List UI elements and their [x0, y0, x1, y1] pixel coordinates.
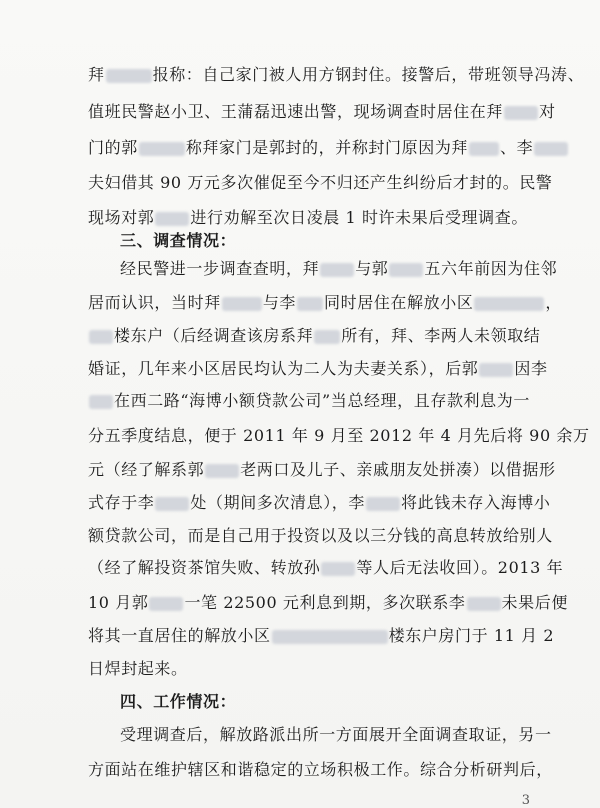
text-line	[88, 99, 556, 125]
text-span: 对	[539, 102, 556, 121]
redaction-blur	[89, 330, 113, 344]
text-span: 夫妇借其 90 万元多次催促至今不归还产生纠纷后才封的。民警	[88, 173, 553, 192]
text-span: 值班民警赵小卫、王蒲磊迅速出警，现场调查时居住在拜	[88, 102, 504, 121]
text-span: 受理调查后，解放路派出所一方面展开全面调查取证，另一	[120, 725, 552, 744]
text-span: 等人后无法收回）。2013 年	[356, 558, 564, 577]
redaction-blur	[321, 562, 355, 576]
redaction-blur	[205, 464, 239, 478]
text-span: 未果后便	[501, 593, 568, 612]
text-span: 因李	[514, 359, 548, 378]
text-line	[88, 490, 550, 516]
redaction-blur	[474, 297, 544, 311]
text-span: 一笔 22500 元利息到期，多次联系李	[184, 593, 466, 612]
text-line	[88, 170, 553, 196]
text-span: 居而认识，当时拜	[88, 293, 221, 312]
text-line	[88, 555, 563, 581]
text-span: 老两口及儿子、亲戚朋友处拼凑）以借据形	[240, 460, 556, 479]
redaction-blur	[222, 297, 262, 311]
section-heading-4: 四、工作情况：	[120, 692, 237, 711]
text-span: 与郭	[355, 259, 389, 278]
text-span: 楼东户房门于 11 月 2	[388, 626, 555, 645]
text-span: 在西二路“海博小额贷款公司”当总经理，且存款利息为一	[114, 391, 530, 410]
text-span: 称拜家门是郭封的，并称封门原因为拜	[185, 138, 469, 157]
text-span: 报称：自己家门被人用方钢封住。接警后，带班领导冯涛、	[152, 65, 585, 84]
text-line	[88, 757, 553, 783]
redaction-blur	[534, 142, 568, 156]
text-line	[120, 722, 552, 748]
redaction-blur	[469, 142, 499, 156]
redaction-blur	[272, 630, 388, 644]
text-span: 额贷款公司，而是自己用于投资以及以三分钱的高息转放给别人	[88, 526, 553, 545]
text-line	[88, 62, 584, 88]
text-span: 经民警进一步调查查明，拜	[120, 259, 320, 278]
text-line	[88, 388, 530, 414]
redaction-blur	[314, 330, 340, 344]
text-span: 10 月郭	[88, 593, 149, 612]
text-span: 五六年前因为住邻	[424, 259, 558, 278]
redaction-blur	[320, 263, 354, 277]
page-number: 3	[521, 793, 530, 808]
text-span: 将此钱未存入海博小	[401, 493, 551, 512]
text-line	[88, 323, 540, 349]
text-span: 日焊封起来。	[88, 659, 188, 678]
redaction-blur	[89, 395, 113, 409]
redaction-blur	[504, 106, 538, 120]
redaction-blur	[139, 142, 185, 156]
text-span: 拜	[88, 65, 105, 84]
text-line	[88, 135, 569, 161]
text-line	[88, 623, 554, 649]
text-span: （经了解投资茶馆失败、转放孙	[88, 558, 321, 577]
redaction-blur	[297, 297, 323, 311]
text-line	[88, 290, 562, 316]
text-span: 处（期间多次清息），李	[190, 493, 366, 512]
text-line	[88, 656, 188, 682]
text-span: 现场对郭	[88, 208, 155, 227]
text-span: 婚证，几年来小区居民均认为二人为夫妻关系），后郭	[88, 359, 479, 378]
text-span: 门的郭	[88, 138, 138, 157]
redaction-blur	[467, 597, 501, 611]
redaction-blur	[106, 69, 152, 83]
redaction-blur	[389, 263, 423, 277]
text-span: 分五季度结息，便于 2011 年 9 月至 2012 年 4 月先后将 90 余万	[88, 426, 590, 445]
text-line	[88, 523, 553, 549]
text-span: 与李	[262, 293, 297, 312]
text-span: 同时居住在解放小区	[324, 293, 474, 312]
text-span: 、李	[500, 138, 534, 157]
text-span: 将其一直居住的解放小区	[88, 626, 271, 645]
redaction-blur	[479, 363, 513, 377]
text-span: 进行劝解至次日凌晨 1 时许未果后受理调查。	[190, 208, 528, 227]
text-line	[88, 590, 568, 616]
text-line	[88, 356, 548, 382]
text-line	[120, 256, 557, 282]
text-span: 楼东户（后经调查该房系拜	[114, 326, 314, 345]
text-line	[88, 423, 590, 449]
text-span: 方面站在维护辖区和谐稳定的立场积极工作。综合分析研判后，	[88, 760, 553, 779]
text-span: 所有，拜、李两人未领取结	[341, 326, 541, 345]
section-heading-3: 三、调查情况：	[120, 231, 237, 250]
text-span: 式存于李	[88, 493, 155, 512]
redaction-blur	[149, 597, 183, 611]
redaction-blur	[366, 497, 400, 511]
redaction-blur	[155, 497, 189, 511]
redaction-blur	[155, 212, 189, 226]
text-span: ，	[545, 293, 563, 312]
text-line	[88, 457, 556, 483]
text-span: 元（经了解系郭	[88, 460, 205, 479]
